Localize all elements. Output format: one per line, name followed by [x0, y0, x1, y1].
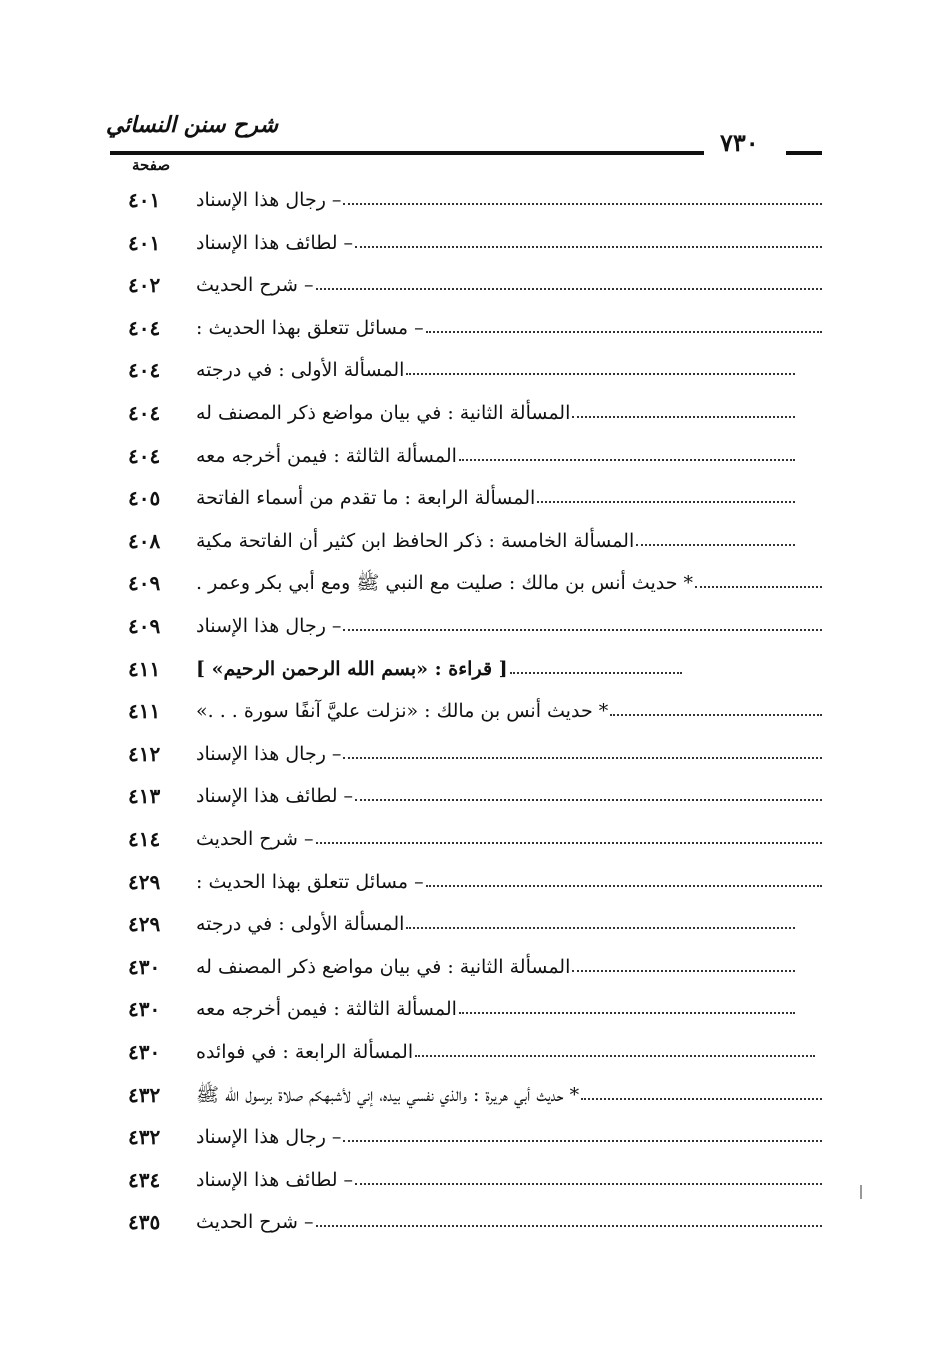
toc-entry [0, 862, 940, 902]
toc-entry [0, 521, 940, 561]
toc-entry-page: ٤٠١ [128, 188, 161, 212]
dot-leader [316, 842, 823, 844]
toc-entry [0, 1117, 940, 1157]
toc-entry-title: * حديث أنس بن مالك : «نزلت عليَّ آنفًا سورة . . .» [196, 700, 609, 722]
toc-entry-title: – رجال هذا الإسناد [196, 189, 342, 211]
toc-entry [0, 904, 940, 944]
dot-leader [426, 331, 822, 333]
toc-entry-line [192, 393, 795, 433]
dot-leader [355, 799, 822, 801]
toc-entry-title: * حديث أبي هريرة : والذي نفسي بيده، إني لأشبهكم صلاة برسول الله ﷺ [196, 1084, 580, 1106]
toc-entry [0, 223, 940, 263]
toc-entry-page: ٤٣٢ [128, 1125, 161, 1149]
toc-entry-line [192, 1032, 815, 1072]
toc-entry-title: المسألة الأولى : في درجته [196, 359, 405, 381]
toc-entry [0, 989, 940, 1029]
toc-entry-title: – لطائف هذا الإسناد [196, 1169, 354, 1191]
toc-entry [0, 308, 940, 348]
toc-entry-title: – رجال هذا الإسناد [196, 743, 342, 765]
dot-leader [415, 1055, 815, 1057]
toc-entry-title: المسألة الثالثة : فيمن أخرجه معه [196, 998, 457, 1020]
toc-entry [0, 734, 940, 774]
toc-entry [0, 393, 940, 433]
toc-entry [0, 1075, 940, 1115]
toc-entry-line [192, 350, 795, 390]
dot-leader [459, 459, 795, 461]
toc-entry-line [192, 947, 795, 987]
toc-entry-page: ٤٣٤ [128, 1168, 161, 1192]
toc-entry-page: ٤٠٤ [128, 444, 161, 468]
toc-entry-title: المسألة الرابعة : ما تقدم من أسماء الفاتحة [196, 487, 536, 509]
toc-entry [0, 563, 940, 603]
dot-leader [343, 203, 822, 205]
toc-entry-title: المسألة الثانية : في بيان مواضع ذكر المصنف له [196, 956, 571, 978]
toc-entry-title: – لطائف هذا الإسناد [196, 785, 354, 807]
toc-entry-title: – لطائف هذا الإسناد [196, 232, 354, 254]
toc-entry-title: المسألة الثانية : في بيان مواضع ذكر المصنف له [196, 402, 571, 424]
toc-entry [0, 691, 940, 731]
toc-entry-title: المسألة الرابعة : في فوائده [196, 1041, 414, 1063]
toc-entry-line [192, 904, 795, 944]
dot-leader [695, 586, 822, 588]
toc-entry [0, 180, 940, 220]
toc-entry-title: – مسائل تتعلق بهذا الحديث : [196, 317, 424, 339]
toc-entry [0, 606, 940, 646]
page-column-heading: صفحة [132, 156, 171, 174]
dot-leader [537, 501, 795, 503]
toc-entry-title: – رجال هذا الإسناد [196, 1126, 342, 1148]
toc-entry [0, 947, 940, 987]
dot-leader [355, 1183, 822, 1185]
toc-entry-page: ٤١٣ [128, 784, 161, 808]
toc-entry-title: المسألة الخامسة : ذكر الحافظ ابن كثير أن الفاتحة مكية [196, 530, 635, 552]
toc-entry-page: ٤٠٩ [128, 571, 161, 595]
book-title: شرح سنن النسائي [105, 112, 278, 138]
dot-leader [343, 757, 822, 759]
toc-entry-title: * حديث أنس بن مالك : صليت مع النبي ﷺ ومع أبي بكر وعمر . [196, 572, 694, 594]
toc-entry-line [192, 649, 682, 689]
dot-leader [459, 1012, 795, 1014]
dot-leader [343, 1140, 822, 1142]
dot-leader [572, 416, 795, 418]
toc-entry-line [192, 265, 822, 305]
page-number: ٧٣٠ [720, 128, 759, 157]
toc-entry-page: ٤٠١ [128, 231, 161, 255]
toc-entry-line [192, 989, 795, 1029]
toc-entry [0, 819, 940, 859]
toc-entry-page: ٤٠٤ [128, 316, 161, 340]
toc-entry-title: – شرح الحديث [196, 274, 314, 296]
toc-entry-page: ٤٠٨ [128, 529, 161, 553]
dot-leader [355, 246, 822, 248]
toc-entry-page: ٤٢٩ [128, 912, 161, 936]
toc-entry-line [192, 223, 822, 263]
toc-entry [0, 776, 940, 816]
dot-leader [406, 927, 795, 929]
dot-leader [316, 288, 823, 290]
toc-entry-line [192, 478, 795, 518]
page-header [0, 0, 940, 175]
toc-entry-page: ٤٠٤ [128, 358, 161, 382]
toc-entry-line [192, 734, 822, 774]
dot-leader [406, 373, 795, 375]
toc-entry-line [192, 776, 822, 816]
dot-leader [316, 1225, 823, 1227]
toc-entry-page: ٤٣٥ [128, 1210, 161, 1234]
toc-entry-title: – شرح الحديث [196, 828, 314, 850]
toc-entry [0, 649, 940, 689]
toc-entry-page: ٤٠٩ [128, 614, 161, 638]
toc-entry-title: [ قراءة : «بسم الله الرحمن الرحيم» ] [196, 658, 508, 680]
toc-entry-line [192, 862, 822, 902]
toc-entry-page: ٤٠٤ [128, 401, 161, 425]
toc-entry-page: ٤١٤ [128, 827, 161, 851]
toc-entry-line [192, 180, 822, 220]
dot-leader [426, 885, 822, 887]
toc-entry-page: ٤٠٥ [128, 486, 161, 510]
toc-entry-line [192, 436, 795, 476]
toc-entry-title: – شرح الحديث [196, 1211, 314, 1233]
toc-entry-line [192, 1117, 822, 1157]
toc-entry-line [192, 563, 822, 603]
dot-leader [636, 544, 795, 546]
toc-entry-line [192, 1202, 822, 1242]
toc-entry [0, 350, 940, 390]
toc-entry-page: ٤٣٠ [128, 997, 161, 1021]
header-rule-short [786, 151, 822, 155]
toc-entry-page: ٤٠٢ [128, 273, 161, 297]
toc-entry-title: المسألة الأولى : في درجته [196, 913, 405, 935]
dot-leader [581, 1098, 822, 1100]
toc-entry-line [192, 691, 822, 731]
dot-leader [610, 714, 822, 716]
toc-entry-page: ٤٣٢ [128, 1083, 161, 1107]
toc-entry [0, 1202, 940, 1242]
toc-entry-page: ٤١١ [128, 699, 161, 723]
toc-entry [0, 265, 940, 305]
toc-entry-page: ٤٣٠ [128, 955, 161, 979]
margin-mark [860, 1185, 862, 1199]
toc-entry-page: ٤٢٩ [128, 870, 161, 894]
toc-entry [0, 1032, 940, 1072]
toc-entry [0, 436, 940, 476]
toc-entry-page: ٤٣٠ [128, 1040, 161, 1064]
toc-entry-line [192, 1160, 822, 1200]
dot-leader [572, 970, 795, 972]
toc-entry-page: ٤١٢ [128, 742, 161, 766]
toc-entry-page: ٤١١ [128, 657, 161, 681]
toc-entry-line [192, 606, 822, 646]
dot-leader [510, 672, 682, 674]
toc-entry-line [192, 1075, 822, 1115]
toc-entry [0, 478, 940, 518]
toc-entry-title: – مسائل تتعلق بهذا الحديث : [196, 871, 424, 893]
toc-entry-line [192, 819, 822, 859]
toc-entry-line [192, 521, 795, 561]
toc-entry-title: – رجال هذا الإسناد [196, 615, 342, 637]
toc-entry-line [192, 308, 822, 348]
header-rule [110, 151, 704, 155]
toc-entry-title: المسألة الثالثة : فيمن أخرجه معه [196, 445, 457, 467]
dot-leader [343, 629, 822, 631]
toc-entry [0, 1160, 940, 1200]
